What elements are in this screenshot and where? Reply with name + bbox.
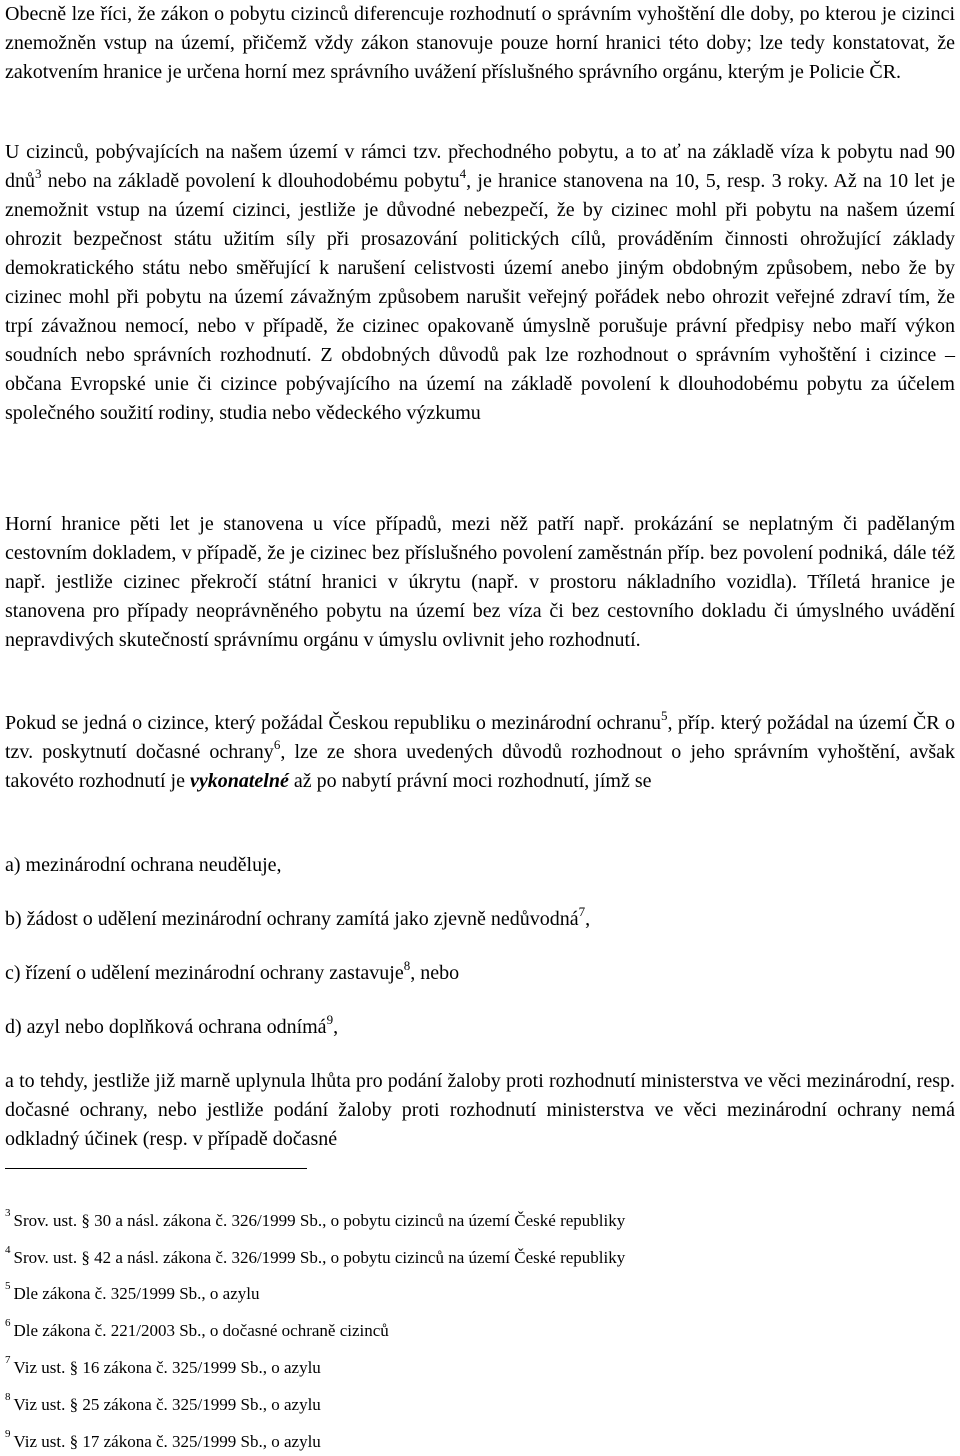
paragraph-text: U cizinců, pobývajících na našem území v rámci tzv. přechodného pobytu, a to ať na základě víza k pobytu nad 90 dnů (5, 141, 955, 192)
footnote-text: Viz ust. § 17 zákona č. 325/1999 Sb., o azylu (13, 1432, 321, 1451)
footnote-ref[interactable]: 4 (459, 166, 467, 182)
list-item-a: a) mezinárodní ochrana neuděluje, (5, 854, 282, 876)
footnote-text: Srov. ust. § 30 a násl. zákona č. 326/1999 Sb., o pobytu cizinců na území České republiky (13, 1211, 626, 1230)
paragraph-conditions: a to tehdy, jestliže již marně uplynula lhůta pro podání žaloby proti rozhodnutí ministerstva ve věci mezinárodní, resp. dočasné ochrany, nebo jestliže podání žaloby proti rozhodnutí ministerstva ve věci mezinárodní ochrany nemá odkladný účinek (resp. v případě dočasné (5, 1070, 955, 1150)
footnote (5, 1317, 955, 1342)
footnote-number: 5 (5, 1280, 11, 1293)
list-item-text: d) azyl nebo doplňková ochrana odnímá (5, 1016, 327, 1038)
footnote-number: 7 (5, 1354, 11, 1367)
footnote-number: 6 (5, 1317, 11, 1330)
footnote-ref[interactable]: 5 (661, 708, 668, 724)
footnote-number: 3 (5, 1207, 11, 1220)
footnote-number: 9 (5, 1428, 11, 1441)
paragraph-text: , lze ze shora uvedených důvodů rozhodnout o jeho správním vyhoštění, avšak takovéto rozhodnutí je (5, 741, 955, 792)
list-item-text: c) řízení o udělení mezinárodní ochrany zastavuje (5, 962, 404, 984)
paragraph-text: , je hranice stanovena na 10, 5, resp. 3 roky. Až na 10 let je znemožnit vstup na území cizinci, jestliže je důvodné nebezpečí, že by cizinec mohl při pobytu na našem území ohrozit bezpečnost státu užitím síly při prosazování politických cílů, prováděním činnosti ohrožující základy demokratického státu nebo směřující k narušení celistvosti území anebo jiným obdobným způsobem, nebo že by cizinec mohl při pobytu na území závažným způsobem narušit veřejný pořádek nebo ohrozit veřejné zdraví tím, že trpí závažnou nemocí, nebo v případě, že cizinec opakovaně úmyslně porušuje právní předpisy nebo maří výkon soudních nebo správních rozhodnutí. Z obdobných důvodů pak lze rozhodnout o správním vyhoštění i cizince – občana Evropské unie či cizince pobývajícího na území na základě povolení k dlouhodobému pobytu za účelem společného soužití rodiny, studia nebo vědeckého výzkumu (5, 170, 956, 424)
footnote-ref[interactable]: 8 (403, 958, 411, 974)
paragraph-international-protection (5, 709, 955, 796)
footnote-ref[interactable]: 7 (578, 904, 586, 920)
footnote-ref[interactable]: 9 (326, 1012, 334, 1028)
footnote-text: Dle zákona č. 221/2003 Sb., o dočasné ochraně cizinců (13, 1321, 389, 1340)
footnote-text: Srov. ust. § 42 a násl. zákona č. 326/1999 Sb., o pobytu cizinců na území České republiky (13, 1248, 626, 1267)
list-item-c (5, 959, 955, 988)
paragraph-temporary-stay (5, 138, 955, 428)
list-item-d (5, 1013, 955, 1042)
footnote-number: 8 (5, 1391, 11, 1404)
footnote (5, 1280, 955, 1305)
footnote-number: 4 (5, 1244, 11, 1257)
paragraph-text: Pokud se jedná o cizince, který požádal Českou republiku o mezinárodní ochranu (5, 712, 662, 734)
list-item-text: , (585, 908, 591, 930)
list-item-text: , (333, 1016, 339, 1038)
paragraph-text: , příp. který požádal na území ČR o tzv. poskytnutí dočasné ochrany (5, 712, 955, 763)
footnote-ref[interactable]: 3 (35, 166, 42, 182)
footnote (5, 1391, 955, 1416)
emphasized-term: vykonatelné (189, 770, 289, 792)
footnote (5, 1244, 955, 1269)
list-item-text: b) žádost o udělení mezinárodní ochrany zamítá jako zjevně nedůvodná (5, 908, 579, 930)
footnote (5, 1428, 955, 1453)
footnote-text: Dle zákona č. 325/1999 Sb., o azylu (13, 1284, 260, 1303)
footnote-ref[interactable]: 6 (273, 737, 281, 753)
footnote-text: Viz ust. § 16 zákona č. 325/1999 Sb., o azylu (13, 1358, 321, 1377)
paragraph-text: nebo na základě povolení k dlouhodobému pobytu (41, 170, 460, 192)
list-item-b (5, 905, 955, 934)
paragraph-text: až po nabytí právní moci rozhodnutí, jímž se (288, 770, 652, 792)
paragraph-intro: Obecně lze říci, že zákon o pobytu cizinců diferencuje rozhodnutí o správním vyhoštění dle doby, po kterou je cizinci znemožněn vstup na území, přičemž vždy zákon stanovuje pouze horní hranici této doby; lze tedy konstatovat, že zakotvením hranice je určena horní mez správního uvážení příslušného správního orgánu, kterým je Policie ČR. (5, 3, 955, 83)
footnote (5, 1207, 955, 1232)
list-item-text: , nebo (410, 962, 460, 984)
footnote-separator (5, 1168, 307, 1169)
paragraph-five-year-limit: Horní hranice pěti let je stanovena u více případů, mezi něž patří např. prokázání se neplatným či padělaným cestovním dokladem, v případě, že je cizinec bez příslušného povolení zaměstnán příp. bez povolení podniká, dále též např. jestliže cizinec překročí státní hranici v úkrytu (např. v prostoru nákladního vozidla). Tříletá hranice je stanovena pro případy neoprávněného pobytu na území bez víza či bez cestovního dokladu či úmyslného uvádění nepravdivých skutečností správnímu orgánu v úmyslu ovlivnit jeho rozhodnutí. (5, 513, 955, 651)
footnote (5, 1354, 955, 1379)
footnote-text: Viz ust. § 25 zákona č. 325/1999 Sb., o azylu (13, 1395, 321, 1414)
